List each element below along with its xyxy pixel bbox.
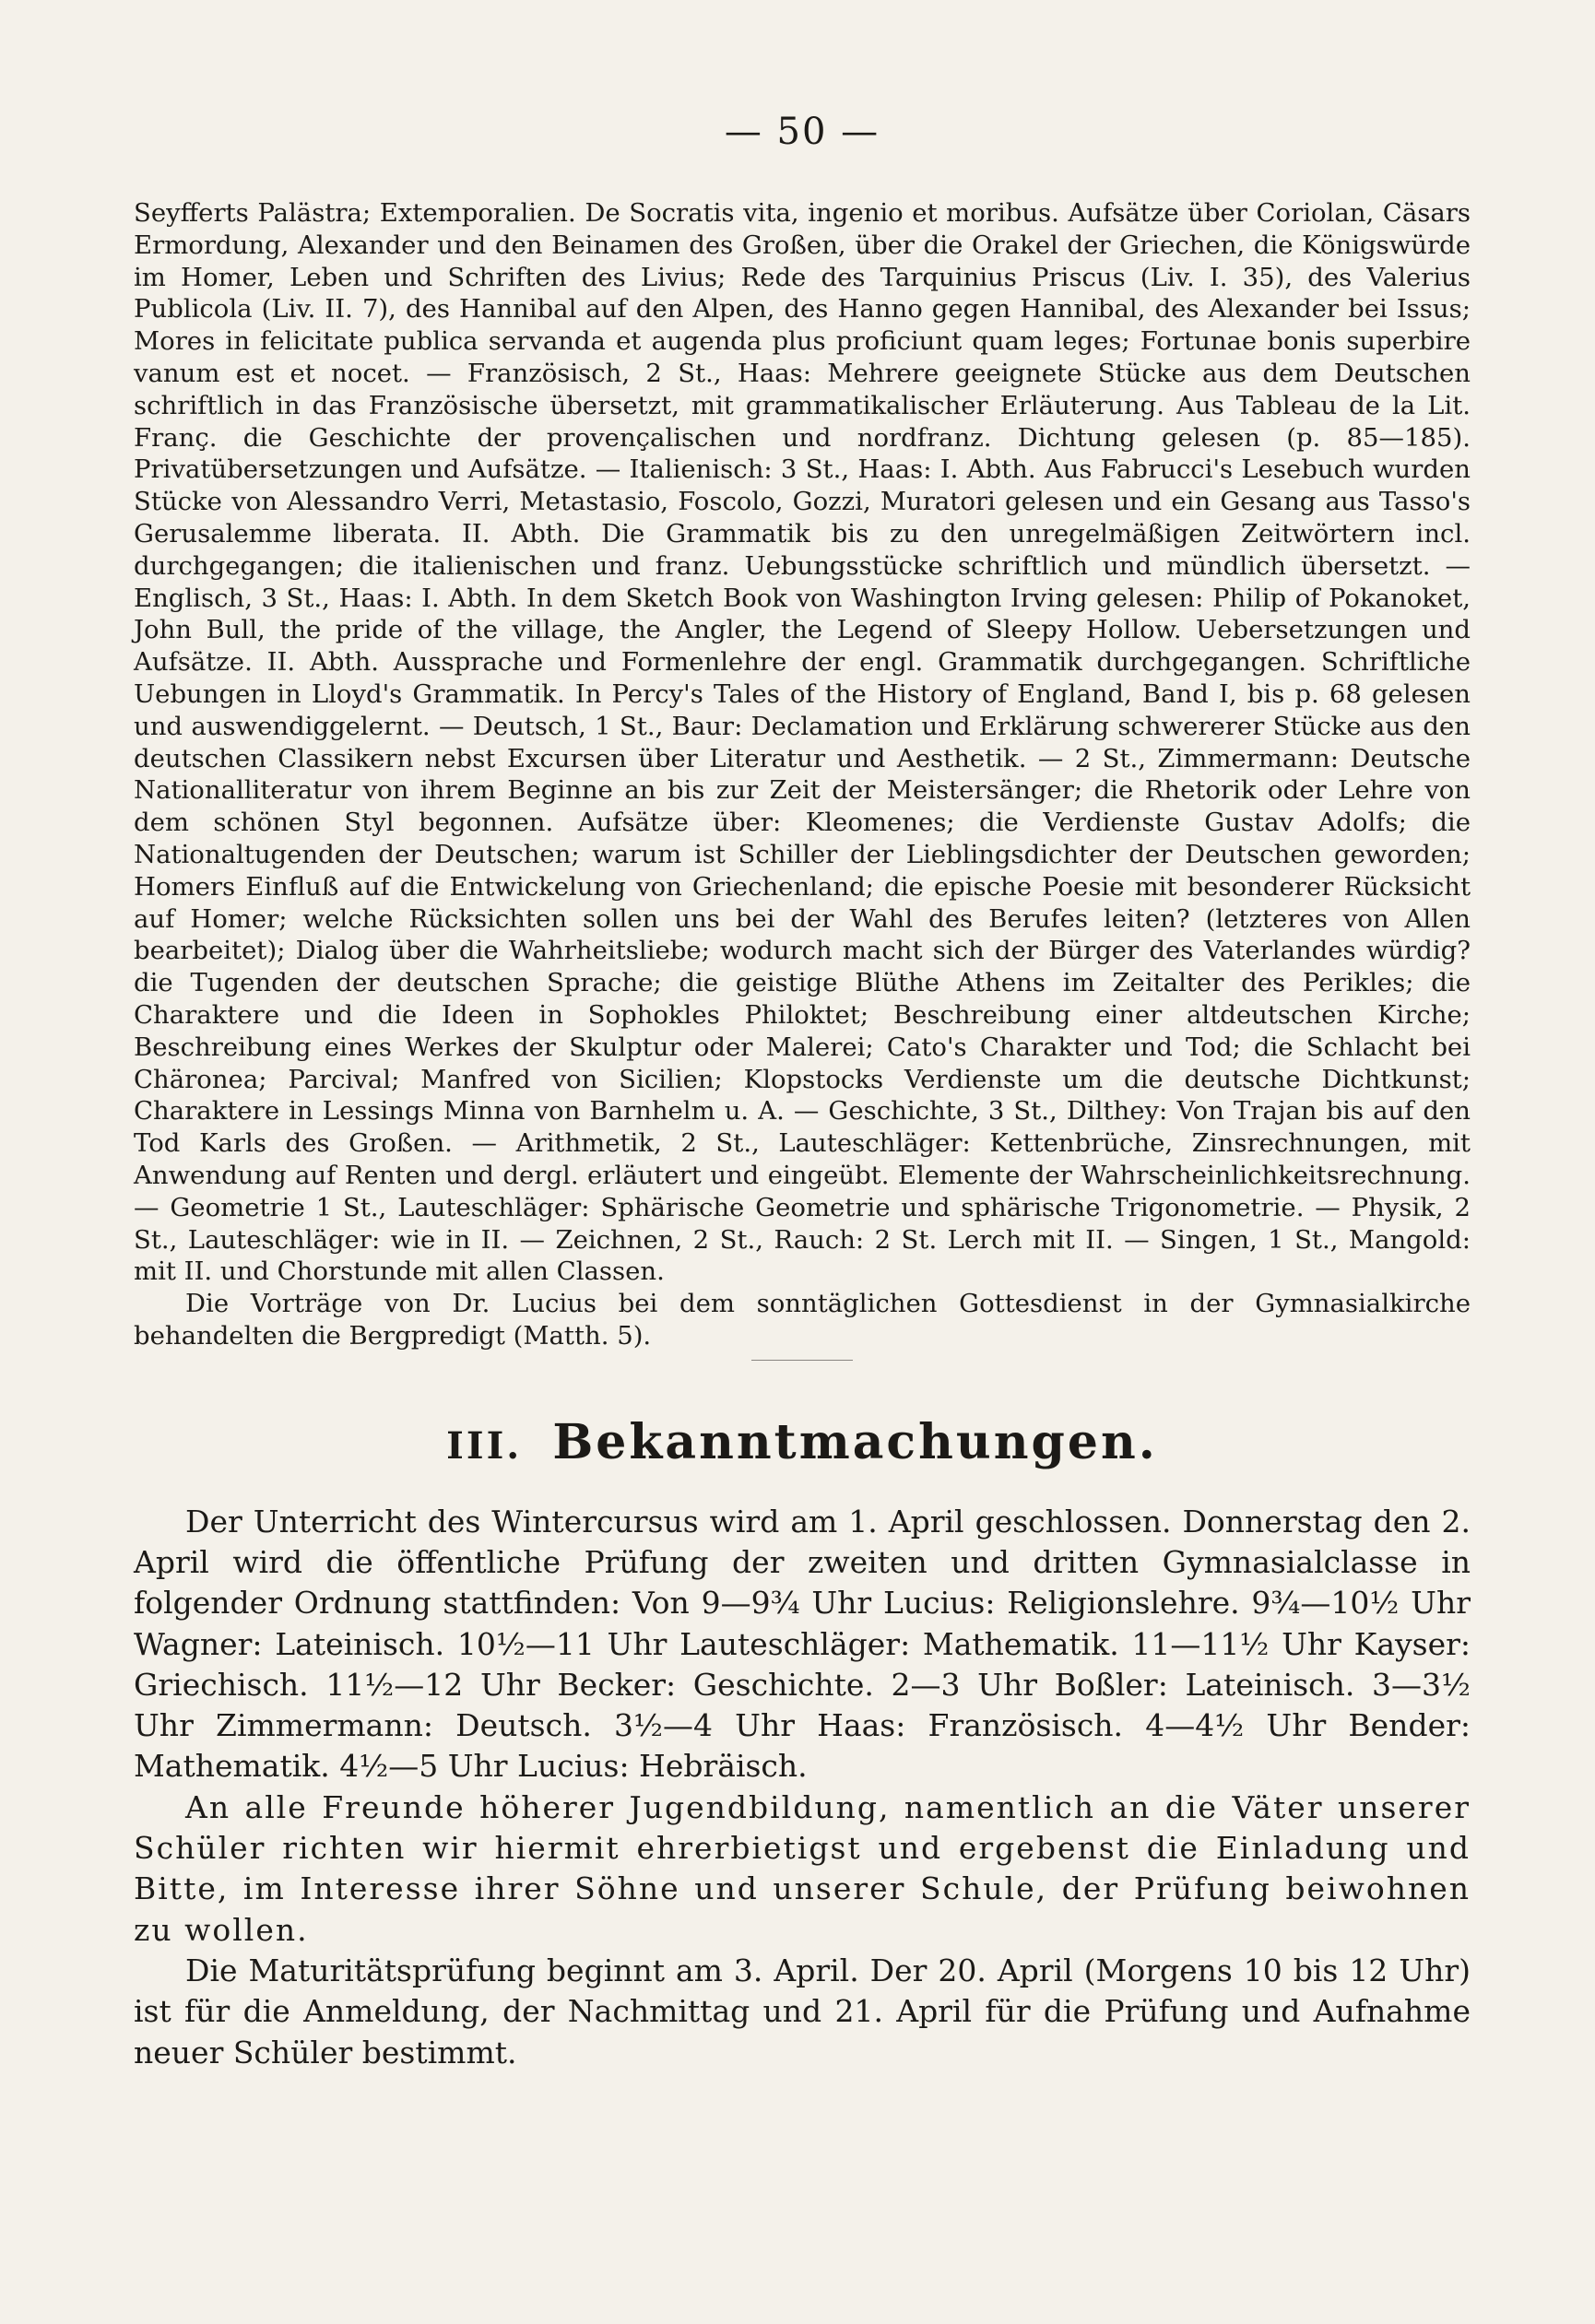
section-title: Bekanntmachungen.	[552, 1413, 1158, 1470]
section-divider	[751, 1360, 853, 1361]
document-page	[134, 111, 1471, 2073]
section-number: III.	[446, 1423, 523, 1468]
exam-schedule-paragraph: Der Unterricht des Wintercursus wird am 1. April geschlossen. Donnerstag den 2. April wird die öffentliche Prüfung der zweiten und dritten Gymnasialclasse in folgender Ordnung stattfinden: Von 9—9¾ Uhr Lucius: Religionslehre. 9¾—10½ Uhr Wagner: Lateinisch. 10½—11 Uhr Lauteschläger: Mathematik. 11—11½ Uhr Kayser: Griechisch. 11½—12 Uhr Becker: Geschichte. 2—3 Uhr Boßler: Lateinisch. 3—3½ Uhr Zimmermann: Deutsch. 3½—4 Uhr Haas: Französisch. 4—4½ Uhr Bender: Mathematik. 4½—5 Uhr Lucius: Hebräisch.	[134, 1503, 1471, 1785]
page-number: — 50 —	[724, 111, 880, 153]
invitation-paragraph: An alle Freunde höherer Jugendbildung, namentlich an die Väter unserer Schüler richten wir hiermit ehrerbietigst und ergebenst die Einladung und Bitte, im Interesse ihrer Söhne und unserer Schule, der Prüfung beiwohnen zu wollen.	[134, 1788, 1471, 1948]
curriculum-paragraph: Seyfferts Palästra; Extemporalien. De Socratis vita, ingenio et moribus. Aufsätze über Coriolan, Cäsars Ermordung, Alexander und den Beinamen des Großen, über die Orakel der Griechen, die Königswürde im Homer, Leben und Schriften des Livius; Rede des Tarquinius Priscus (Liv. I. 35), des Valerius Publicola (Liv. II. 7), des Hannibal auf den Alpen, des Hanno gegen Hannibal, des Alexander bei Issus; Mores in felicitate publica servanda et augenda plus proficiunt quam leges; Fortunae bonis superbire vanum est et nocet. — Französisch, 2 St., Haas: Mehrere geeignete Stücke aus dem Deutschen schriftlich in das Französische übersetzt, mit grammatikalischer Erläuterung. Aus Tableau de la Lit. Franç. die Geschichte der provençalischen und nordfranz. Dichtung gelesen (p. 85—185). Privatübersetzungen und Aufsätze. — Italienisch: 3 St., Haas: I. Abth. Aus Fabrucci's Lesebuch wurden Stücke von Alessandro Verri, Metastasio, Foscolo, Gozzi, Muratori gelesen und ein Gesang aus Tasso's Gerusalemme liberata. II. Abth. Die Grammatik bis zu den unregelmäßigen Zeitwörtern incl. durchgegangen; die italienischen und franz. Uebungsstücke schriftlich und mündlich übersetzt. — Englisch, 3 St., Haas: I. Abth. In dem Sketch Book von Washington Irving gelesen: Philip of Pokanoket, John Bull, the pride of the village, the Angler, the Legend of Sleepy Hollow. Uebersetzungen und Aufsätze. II. Abth. Aussprache und Formenlehre der engl. Grammatik durchgegangen. Schriftliche Uebungen in Lloyd's Grammatik. In Percy's Tales of the History of England, Band I, bis p. 68 gelesen und auswendiggelernt. — Deutsch, 1 St., Baur: Declamation und Erklärung schwererer Stücke aus den deutschen Classikern nebst Excursen über Literatur und Aesthetik. — 2 St., Zimmermann: Deutsche Nationalliteratur von ihrem Beginne an bis zur Zeit der Meistersänger; die Rhetorik oder Lehre von dem schönen Styl begonnen. Aufsätze über: Kleomenes; die Verdienste Gustav Adolfs; die Nationaltugenden der Deutschen; warum ist Schiller der Lieblingsdichter der Deutschen geworden; Homers Einfluß auf die Entwickelung von Griechenland; die epische Poesie mit besonderer Rücksicht auf Homer; welche Rücksichten sollen uns bei der Wahl des Berufes leiten? (letzteres von Allen bearbeitet); Dialog über die Wahrheitsliebe; wodurch macht sich der Bürger des Vaterlandes würdig? die Tugenden der deutschen Sprache; die geistige Blüthe Athens im Zeitalter des Perikles; die Charaktere und die Ideen in Sophokles Philoktet; Beschreibung einer altdeutschen Kirche; Beschreibung eines Werkes der Skulptur oder Malerei; Cato's Charakter und Tod; die Schlacht bei Chäronea; Parcival; Manfred von Sicilien; Klopstocks Verdienste um die deutsche Dichtkunst; Charaktere in Lessings Minna von Barnhelm u. A. — Geschichte, 3 St., Dilthey: Von Trajan bis auf den Tod Karls des Großen. — Arithmetik, 2 St., Lauteschläger: Kettenbrüche, Zinsrechnungen, mit Anwendung auf Renten und dergl. erläutert und eingeübt. Elemente der Wahrscheinlichkeitsrechnung. — Geometrie 1 St., Lauteschläger: Sphärische Geometrie und sphärische Trigonometrie. — Physik, 2 St., Lauteschläger: wie in II. — Zeichnen, 2 St., Rauch: 2 St. Lerch mit II. — Singen, 1 St., Mangold: mit II. und Chorstunde mit allen Classen.	[134, 198, 1471, 1287]
maturity-exam-paragraph: Die Maturitätsprüfung beginnt am 3. April. Der 20. April (Morgens 10 bis 12 Uhr) ist für die Anmeldung, der Nachmittag und 21. April für die Prüfung und Aufnahme neuer Schüler bestimmt.	[134, 1952, 1471, 2070]
section-heading	[134, 1414, 1471, 1470]
sermon-paragraph: Die Vorträge von Dr. Lucius bei dem sonntäglichen Gottesdienst in der Gymnasialkirche behandelten die Bergpredigt (Matth. 5).	[134, 1289, 1471, 1351]
